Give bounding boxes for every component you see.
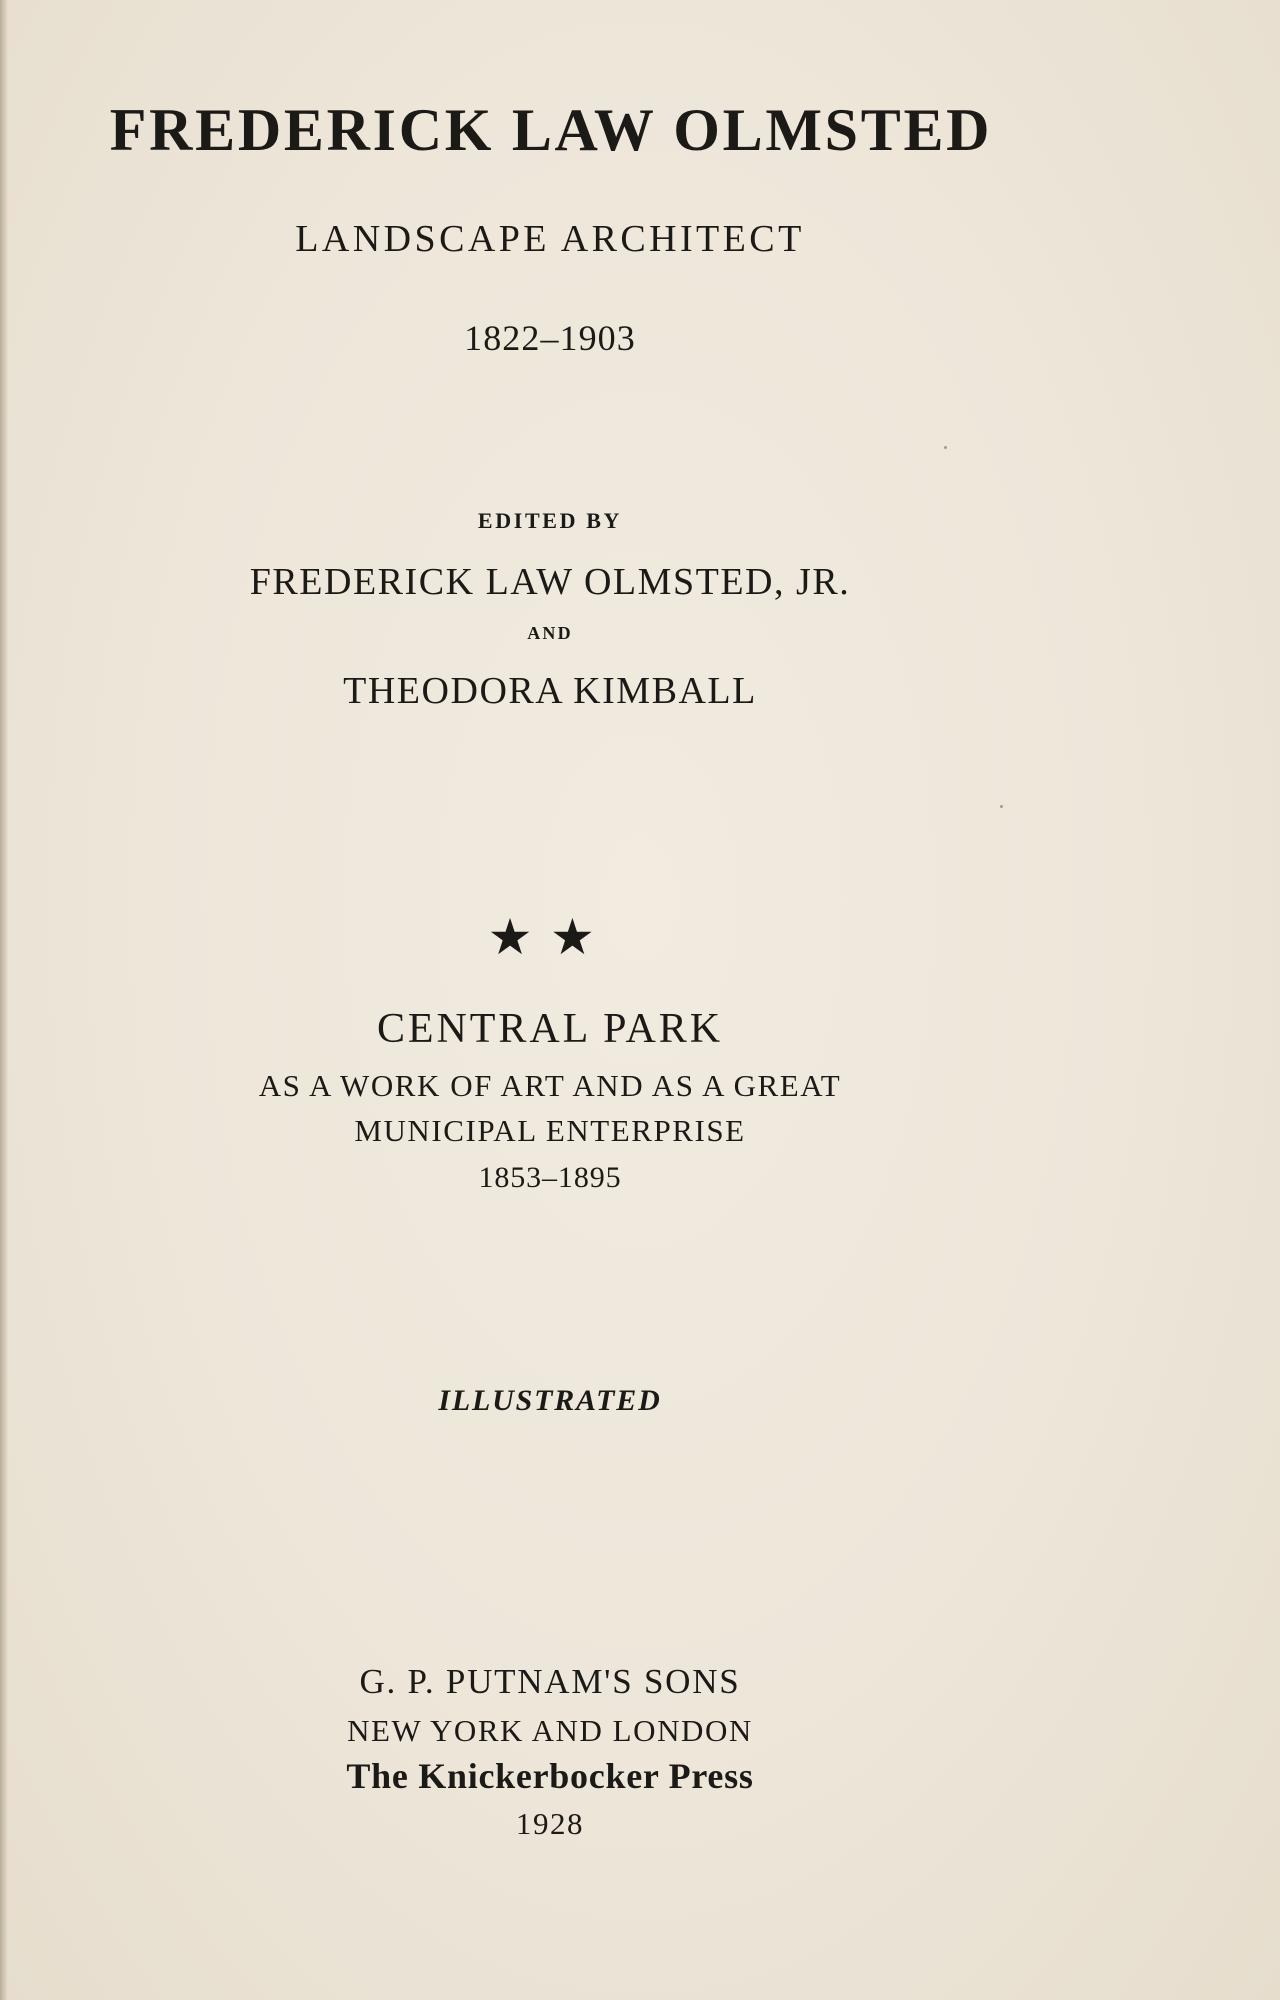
press-name: The Knickerbocker Press [346, 1756, 754, 1796]
publication-year: 1928 [515, 1806, 585, 1841]
volume-subtitle-line-2: MUNICIPAL ENTERPRISE [354, 1113, 746, 1148]
page-left-edge [0, 0, 8, 2000]
illustrated-label: ILLUSTRATED [438, 1384, 662, 1417]
volume-dates: 1853–1895 [478, 1161, 622, 1194]
edited-by-label: EDITED BY [477, 508, 623, 533]
editor-one-name: FREDERICK LAW OLMSTED, JR. [249, 561, 851, 603]
volume-title: CENTRAL PARK [376, 1006, 724, 1052]
editor-two-name: THEODORA KIMBALL [343, 670, 757, 712]
publisher-name: G. P. PUTNAM'S SONS [359, 1662, 741, 1701]
author-subtitle: LANDSCAPE ARCHITECT [295, 218, 805, 260]
publisher-place: NEW YORK AND LONDON [347, 1713, 753, 1748]
volume-subtitle-line-1: AS A WORK OF ART AND AS A GREAT [258, 1068, 842, 1103]
life-dates: 1822–1903 [464, 318, 636, 358]
author-title: FREDERICK LAW OLMSTED [109, 97, 993, 163]
paper-speck [1000, 805, 1003, 808]
and-label: AND [527, 623, 573, 643]
paper-speck [944, 446, 947, 449]
volume-stars: ★★ [487, 908, 613, 966]
